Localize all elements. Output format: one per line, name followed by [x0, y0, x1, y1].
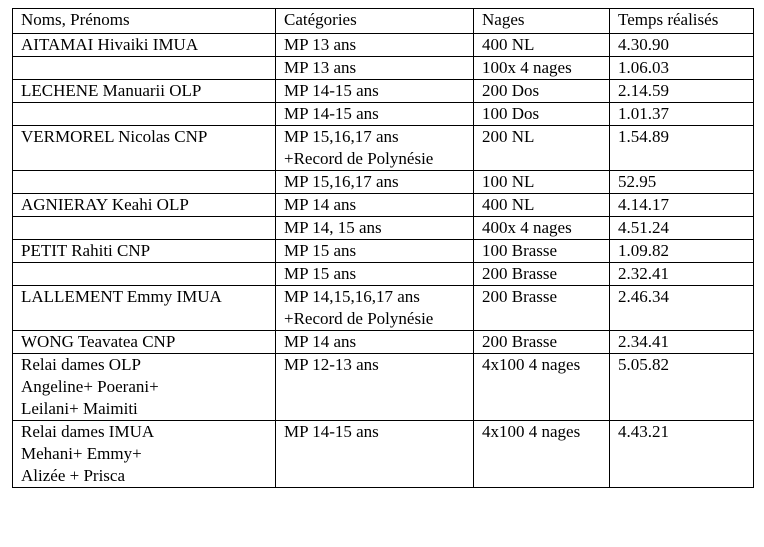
nage-cell	[474, 286, 610, 331]
category-cell-line: MP 14-15 ans	[284, 104, 379, 123]
time-cell-line: 1.54.89	[618, 127, 669, 146]
time-cell	[610, 80, 754, 103]
name-cell	[13, 217, 276, 240]
nage-cell	[474, 354, 610, 421]
category-cell	[276, 286, 474, 331]
name-cell	[13, 57, 276, 80]
time-cell	[610, 57, 754, 80]
name-cell-line: AGNIERAY Keahi OLP	[21, 195, 189, 214]
nage-cell-line: 100x 4 nages	[482, 58, 572, 77]
time-cell-line: 4.51.24	[618, 218, 669, 237]
time-cell-line: 2.14.59	[618, 81, 669, 100]
nage-cell-line: 200 Brasse	[482, 264, 558, 283]
time-cell-line: 4.30.90	[618, 35, 669, 54]
category-cell	[276, 421, 474, 488]
time-cell-line: 2.46.34	[618, 287, 669, 306]
category-cell-line: MP 14 ans	[284, 195, 357, 214]
nage-cell-line: 100 Brasse	[482, 241, 558, 260]
table-row	[13, 421, 754, 488]
name-cell-line: WONG Teavatea CNP	[21, 332, 176, 351]
table-row	[13, 34, 754, 57]
name-cell	[13, 421, 276, 488]
nage-cell	[474, 194, 610, 217]
category-cell-line: MP 13 ans	[284, 35, 357, 54]
nage-cell	[474, 217, 610, 240]
nage-cell-line: 4x100 4 nages	[482, 422, 581, 441]
time-cell-line: 2.32.41	[618, 264, 669, 283]
category-cell	[276, 331, 474, 354]
category-cell-line: +Record de Polynésie	[284, 309, 434, 328]
nage-cell-line: 200 Brasse	[482, 287, 558, 306]
time-cell	[610, 34, 754, 57]
name-cell-line: Angeline+ Poerani+	[21, 377, 159, 396]
time-cell	[610, 421, 754, 488]
time-cell	[610, 240, 754, 263]
category-cell-line: MP 14,15,16,17 ans	[284, 287, 420, 306]
time-cell-line: 52.95	[618, 172, 657, 191]
category-cell	[276, 126, 474, 171]
results-table	[12, 8, 754, 488]
results-document	[12, 8, 754, 488]
table-row	[13, 354, 754, 421]
nage-cell	[474, 171, 610, 194]
category-cell-line: MP 15 ans	[284, 241, 357, 260]
header-row	[13, 9, 754, 34]
name-cell	[13, 34, 276, 57]
table-row	[13, 194, 754, 217]
category-cell	[276, 171, 474, 194]
category-cell	[276, 263, 474, 286]
category-cell-line: MP 14, 15 ans	[284, 218, 382, 237]
time-cell	[610, 217, 754, 240]
time-cell	[610, 126, 754, 171]
time-cell	[610, 171, 754, 194]
time-cell	[610, 286, 754, 331]
category-cell	[276, 57, 474, 80]
nage-cell-line: 400x 4 nages	[482, 218, 572, 237]
results-body	[13, 34, 754, 488]
table-row	[13, 286, 754, 331]
nage-cell-line: 4x100 4 nages	[482, 355, 581, 374]
name-cell-line: AITAMAI Hivaiki IMUA	[21, 35, 199, 54]
name-cell	[13, 354, 276, 421]
nage-cell	[474, 103, 610, 126]
name-cell	[13, 80, 276, 103]
name-cell	[13, 126, 276, 171]
time-cell	[610, 103, 754, 126]
table-row	[13, 80, 754, 103]
nage-cell	[474, 57, 610, 80]
category-cell	[276, 240, 474, 263]
header-categories: Catégories	[276, 9, 474, 34]
nage-cell	[474, 34, 610, 57]
name-cell-line: VERMOREL Nicolas CNP	[21, 127, 208, 146]
nage-cell-line: 200 Dos	[482, 81, 540, 100]
name-cell-line: Alizée + Prisca	[21, 466, 125, 485]
name-cell	[13, 194, 276, 217]
table-row	[13, 217, 754, 240]
nage-cell	[474, 240, 610, 263]
time-cell-line: 2.34.41	[618, 332, 669, 351]
category-cell	[276, 34, 474, 57]
category-cell-line: +Record de Polynésie	[284, 149, 434, 168]
name-cell	[13, 103, 276, 126]
nage-cell	[474, 263, 610, 286]
table-row	[13, 331, 754, 354]
nage-cell-line: 400 NL	[482, 195, 535, 214]
category-cell	[276, 103, 474, 126]
header-noms: Noms, Prénoms	[13, 9, 276, 34]
nage-cell	[474, 331, 610, 354]
name-cell-line: Mehani+ Emmy+	[21, 444, 142, 463]
table-row	[13, 171, 754, 194]
nage-cell	[474, 421, 610, 488]
category-cell	[276, 217, 474, 240]
category-cell-line: MP 14-15 ans	[284, 81, 379, 100]
nage-cell-line: 100 NL	[482, 172, 535, 191]
category-cell-line: MP 12-13 ans	[284, 355, 379, 374]
time-cell-line: 1.09.82	[618, 241, 669, 260]
name-cell-line: PETIT Rahiti CNP	[21, 241, 151, 260]
name-cell	[13, 171, 276, 194]
category-cell-line: MP 13 ans	[284, 58, 357, 77]
category-cell-line: MP 15,16,17 ans	[284, 172, 399, 191]
category-cell-line: MP 15,16,17 ans	[284, 127, 399, 146]
time-cell-line: 1.01.37	[618, 104, 669, 123]
nage-cell-line: 200 NL	[482, 127, 535, 146]
time-cell	[610, 354, 754, 421]
name-cell-line: Relai dames IMUA	[21, 422, 155, 441]
time-cell-line: 4.14.17	[618, 195, 669, 214]
name-cell-line: LALLEMENT Emmy IMUA	[21, 287, 222, 306]
name-cell	[13, 240, 276, 263]
category-cell-line: MP 14-15 ans	[284, 422, 379, 441]
name-cell-line: Leilani+ Maimiti	[21, 399, 138, 418]
table-row	[13, 263, 754, 286]
name-cell	[13, 286, 276, 331]
category-cell-line: MP 14 ans	[284, 332, 357, 351]
table-row	[13, 126, 754, 171]
table-row	[13, 103, 754, 126]
time-cell	[610, 331, 754, 354]
time-cell	[610, 263, 754, 286]
category-cell	[276, 354, 474, 421]
time-cell	[610, 194, 754, 217]
nage-cell	[474, 126, 610, 171]
time-cell-line: 1.06.03	[618, 58, 669, 77]
header-temps: Temps réalisés	[610, 9, 754, 34]
name-cell-line: Relai dames OLP	[21, 355, 141, 374]
nage-cell-line: 100 Dos	[482, 104, 540, 123]
nage-cell	[474, 80, 610, 103]
time-cell-line: 4.43.21	[618, 422, 669, 441]
category-cell	[276, 80, 474, 103]
name-cell-line: LECHENE Manuarii OLP	[21, 81, 202, 100]
name-cell	[13, 331, 276, 354]
time-cell-line: 5.05.82	[618, 355, 669, 374]
header-nages: Nages	[474, 9, 610, 34]
category-cell-line: MP 15 ans	[284, 264, 357, 283]
nage-cell-line: 400 NL	[482, 35, 535, 54]
table-row	[13, 240, 754, 263]
table-row	[13, 57, 754, 80]
name-cell	[13, 263, 276, 286]
nage-cell-line: 200 Brasse	[482, 332, 558, 351]
category-cell	[276, 194, 474, 217]
